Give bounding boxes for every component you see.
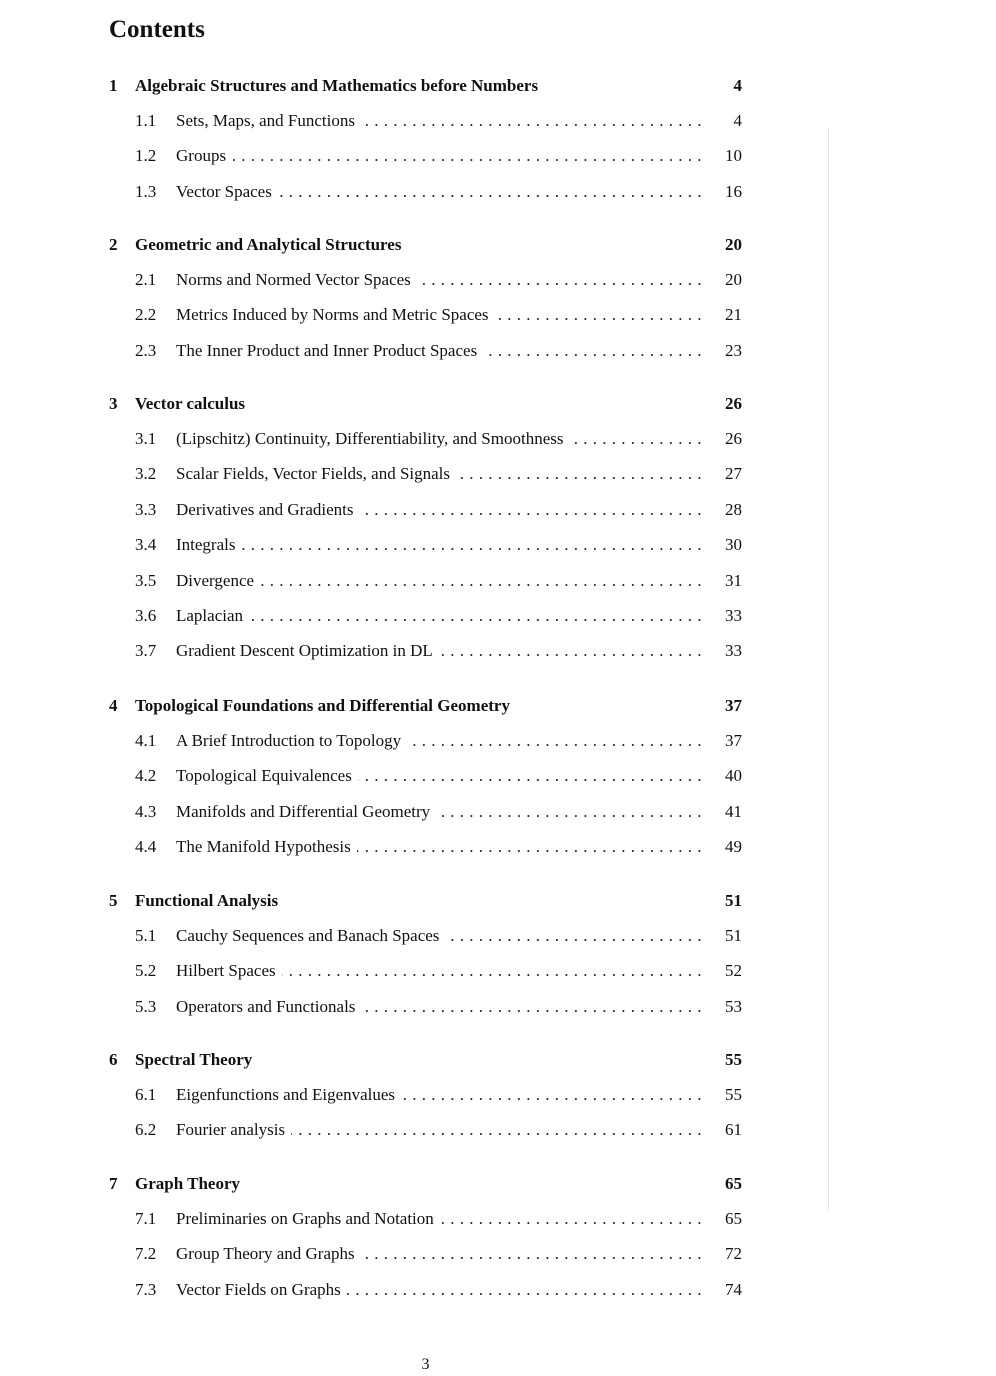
section-leader-dots xyxy=(176,339,702,363)
section-leader-dots xyxy=(176,729,702,753)
section-title: Vector Spaces xyxy=(176,182,278,201)
section-number: 5.1 xyxy=(135,926,157,945)
toc-section-entry[interactable] xyxy=(135,339,742,363)
chapter-number: 4 xyxy=(109,696,118,715)
section-title: Norms and Normed Vector Spaces xyxy=(176,270,417,289)
section-page-number: 30 xyxy=(725,535,742,555)
section-title: Fourier analysis xyxy=(176,1120,291,1139)
section-page-number: 72 xyxy=(725,1244,742,1264)
section-leader-dots xyxy=(176,268,702,292)
toc-section-entry[interactable] xyxy=(135,639,742,663)
toc-section-entry[interactable] xyxy=(135,1118,742,1142)
section-title: Metrics Induced by Norms and Metric Spaces xyxy=(176,305,495,324)
chapter-number: 2 xyxy=(109,235,118,254)
section-leader-dots xyxy=(176,1118,702,1142)
toc-section-entry[interactable] xyxy=(135,144,742,168)
section-title: Groups xyxy=(176,146,232,165)
chapter-page-number: 55 xyxy=(725,1050,742,1069)
section-leader-dots xyxy=(176,498,702,522)
section-title: Topological Equivalences xyxy=(176,766,358,785)
section-title: Eigenfunctions and Eigenvalues xyxy=(176,1085,401,1104)
section-page-number: 26 xyxy=(725,429,742,448)
section-leader-dots xyxy=(176,533,702,557)
chapter-page-number: 51 xyxy=(725,891,742,910)
toc-section-entry[interactable] xyxy=(135,604,742,628)
section-leader-dots xyxy=(176,144,702,168)
section-number: 3.1 xyxy=(135,429,157,448)
chapter-title: Functional Analysis xyxy=(135,891,279,910)
toc-section-entry[interactable] xyxy=(135,995,742,1019)
section-number: 1.1 xyxy=(135,111,157,130)
section-page-number: 55 xyxy=(725,1085,742,1104)
section-title: The Manifold Hypothesis xyxy=(176,837,357,856)
toc-chapter-entry[interactable] xyxy=(109,1048,742,1072)
section-leader-dots xyxy=(176,995,702,1019)
section-number: 7.1 xyxy=(135,1209,157,1228)
section-number: 3.2 xyxy=(135,464,157,484)
section-number: 3.7 xyxy=(135,641,157,661)
section-number: 2.1 xyxy=(135,270,157,289)
section-leader-dots xyxy=(176,835,702,859)
section-number: 2.3 xyxy=(135,340,157,360)
toc-section-entry[interactable] xyxy=(135,1242,742,1266)
toc-chapter-entry[interactable] xyxy=(109,889,742,913)
page-title: Contents xyxy=(109,16,205,43)
section-number: 3.4 xyxy=(135,535,157,555)
section-page-number: 51 xyxy=(725,926,742,945)
section-title: Manifolds and Differential Geometry xyxy=(176,802,436,821)
section-number: 1.2 xyxy=(135,146,157,166)
section-title: The Inner Product and Inner Product Spaces xyxy=(176,341,483,360)
section-title: A Brief Introduction to Topology xyxy=(176,731,407,750)
section-title: Gradient Descent Optimization in DL xyxy=(176,641,439,660)
section-page-number: 23 xyxy=(725,340,742,360)
section-number: 5.3 xyxy=(135,996,157,1016)
section-leader-dots xyxy=(176,604,702,628)
section-leader-dots xyxy=(176,924,702,948)
section-page-number: 10 xyxy=(725,146,742,166)
section-leader-dots xyxy=(176,303,702,327)
section-number: 1.3 xyxy=(135,181,157,201)
section-number: 3.3 xyxy=(135,499,157,519)
toc-section-entry[interactable] xyxy=(135,498,742,522)
section-page-number: 37 xyxy=(725,731,742,750)
section-page-number: 21 xyxy=(725,305,742,325)
chapter-page-number: 37 xyxy=(725,696,742,715)
section-number: 7.2 xyxy=(135,1244,157,1264)
section-page-number: 28 xyxy=(725,499,742,519)
section-page-number: 33 xyxy=(725,641,742,661)
section-title: Group Theory and Graphs xyxy=(176,1244,361,1263)
chapter-title: Spectral Theory xyxy=(135,1050,253,1069)
section-number: 2.2 xyxy=(135,305,157,325)
toc-chapter-entry[interactable] xyxy=(109,392,742,416)
section-number: 6.2 xyxy=(135,1120,157,1140)
chapter-page-number: 20 xyxy=(725,235,742,254)
section-leader-dots xyxy=(176,462,702,486)
toc-section-entry[interactable] xyxy=(135,303,742,327)
section-number: 3.5 xyxy=(135,570,157,590)
section-title: (Lipschitz) Continuity, Differentiability, and Smoothness xyxy=(176,429,569,448)
section-number: 5.2 xyxy=(135,961,157,981)
toc-chapter-entry[interactable] xyxy=(109,694,742,718)
toc-section-entry[interactable] xyxy=(135,268,742,292)
section-page-number: 65 xyxy=(725,1209,742,1228)
section-page-number: 31 xyxy=(725,570,742,590)
toc-section-entry[interactable] xyxy=(135,109,742,133)
section-title: Laplacian xyxy=(176,606,249,625)
chapter-page-number: 65 xyxy=(725,1174,742,1193)
section-title: Cauchy Sequences and Banach Spaces xyxy=(176,926,445,945)
toc-section-entry[interactable] xyxy=(135,1083,742,1107)
section-page-number: 41 xyxy=(725,801,742,821)
section-leader-dots xyxy=(176,1207,702,1231)
chapter-title: Vector calculus xyxy=(135,394,246,413)
chapter-title: Graph Theory xyxy=(135,1174,241,1193)
toc-section-entry[interactable] xyxy=(135,959,742,983)
toc-chapter-entry[interactable] xyxy=(109,233,742,257)
section-title: Preliminaries on Graphs and Notation xyxy=(176,1209,440,1228)
section-title: Sets, Maps, and Functions xyxy=(176,111,361,130)
section-leader-dots xyxy=(176,1278,702,1302)
section-page-number: 49 xyxy=(725,837,742,857)
toc-section-entry[interactable] xyxy=(135,462,742,486)
section-title: Scalar Fields, Vector Fields, and Signals xyxy=(176,464,456,483)
toc-chapter-entry[interactable] xyxy=(109,74,742,98)
section-number: 4.1 xyxy=(135,731,157,750)
toc-section-entry[interactable] xyxy=(135,835,742,859)
page-number: 3 xyxy=(421,1356,430,1373)
section-page-number: 4 xyxy=(733,111,742,130)
chapter-number: 6 xyxy=(109,1050,118,1069)
section-title: Vector Fields on Graphs xyxy=(176,1280,347,1299)
section-leader-dots xyxy=(176,180,702,204)
toc-section-entry[interactable] xyxy=(135,729,742,753)
section-leader-dots xyxy=(176,639,702,663)
section-title: Hilbert Spaces xyxy=(176,961,282,980)
toc-section-entry[interactable] xyxy=(135,800,742,824)
section-leader-dots xyxy=(176,1083,702,1107)
chapter-number: 1 xyxy=(109,76,118,95)
section-page-number: 20 xyxy=(725,270,742,289)
section-page-number: 52 xyxy=(725,961,742,981)
chapter-title: Topological Foundations and Differential Geometry xyxy=(135,696,510,715)
section-number: 3.6 xyxy=(135,606,157,625)
toc-section-entry[interactable] xyxy=(135,924,742,948)
toc-chapter-entry[interactable] xyxy=(109,1172,742,1196)
chapter-page-number: 4 xyxy=(733,76,742,95)
section-title: Derivatives and Gradients xyxy=(176,500,360,519)
toc-section-entry[interactable] xyxy=(135,1278,742,1302)
section-title: Operators and Functionals xyxy=(176,997,361,1016)
toc-section-entry[interactable] xyxy=(135,427,742,451)
section-leader-dots xyxy=(176,109,702,133)
toc-section-entry[interactable] xyxy=(135,180,742,204)
section-number: 4.4 xyxy=(135,837,157,857)
section-page-number: 33 xyxy=(725,606,742,625)
section-title: Integrals xyxy=(176,535,241,554)
section-number: 4.3 xyxy=(135,801,157,821)
section-number: 6.1 xyxy=(135,1085,157,1104)
chapter-number: 3 xyxy=(109,394,118,413)
chapter-number: 7 xyxy=(109,1174,118,1193)
section-page-number: 40 xyxy=(725,766,742,786)
section-leader-dots xyxy=(176,427,702,451)
toc-section-entry[interactable] xyxy=(135,1207,742,1231)
toc-section-entry[interactable] xyxy=(135,569,742,593)
chapter-number: 5 xyxy=(109,891,118,910)
toc-section-entry[interactable] xyxy=(135,764,742,788)
chapter-page-number: 26 xyxy=(725,394,742,413)
toc-section-entry[interactable] xyxy=(135,533,742,557)
section-page-number: 16 xyxy=(725,181,742,201)
section-page-number: 27 xyxy=(725,464,742,484)
section-leader-dots xyxy=(176,569,702,593)
section-title: Divergence xyxy=(176,571,260,590)
chapter-title: Geometric and Analytical Structures xyxy=(135,235,402,254)
chapter-title: Algebraic Structures and Mathematics before Numbers xyxy=(135,76,539,95)
section-number: 7.3 xyxy=(135,1279,157,1299)
section-number: 4.2 xyxy=(135,766,157,786)
section-page-number: 61 xyxy=(725,1120,742,1140)
section-page-number: 74 xyxy=(725,1279,742,1299)
section-page-number: 53 xyxy=(725,996,742,1016)
section-leader-dots xyxy=(176,959,702,983)
section-leader-dots xyxy=(176,1242,702,1266)
section-leader-dots xyxy=(176,764,702,788)
section-leader-dots xyxy=(176,800,702,824)
